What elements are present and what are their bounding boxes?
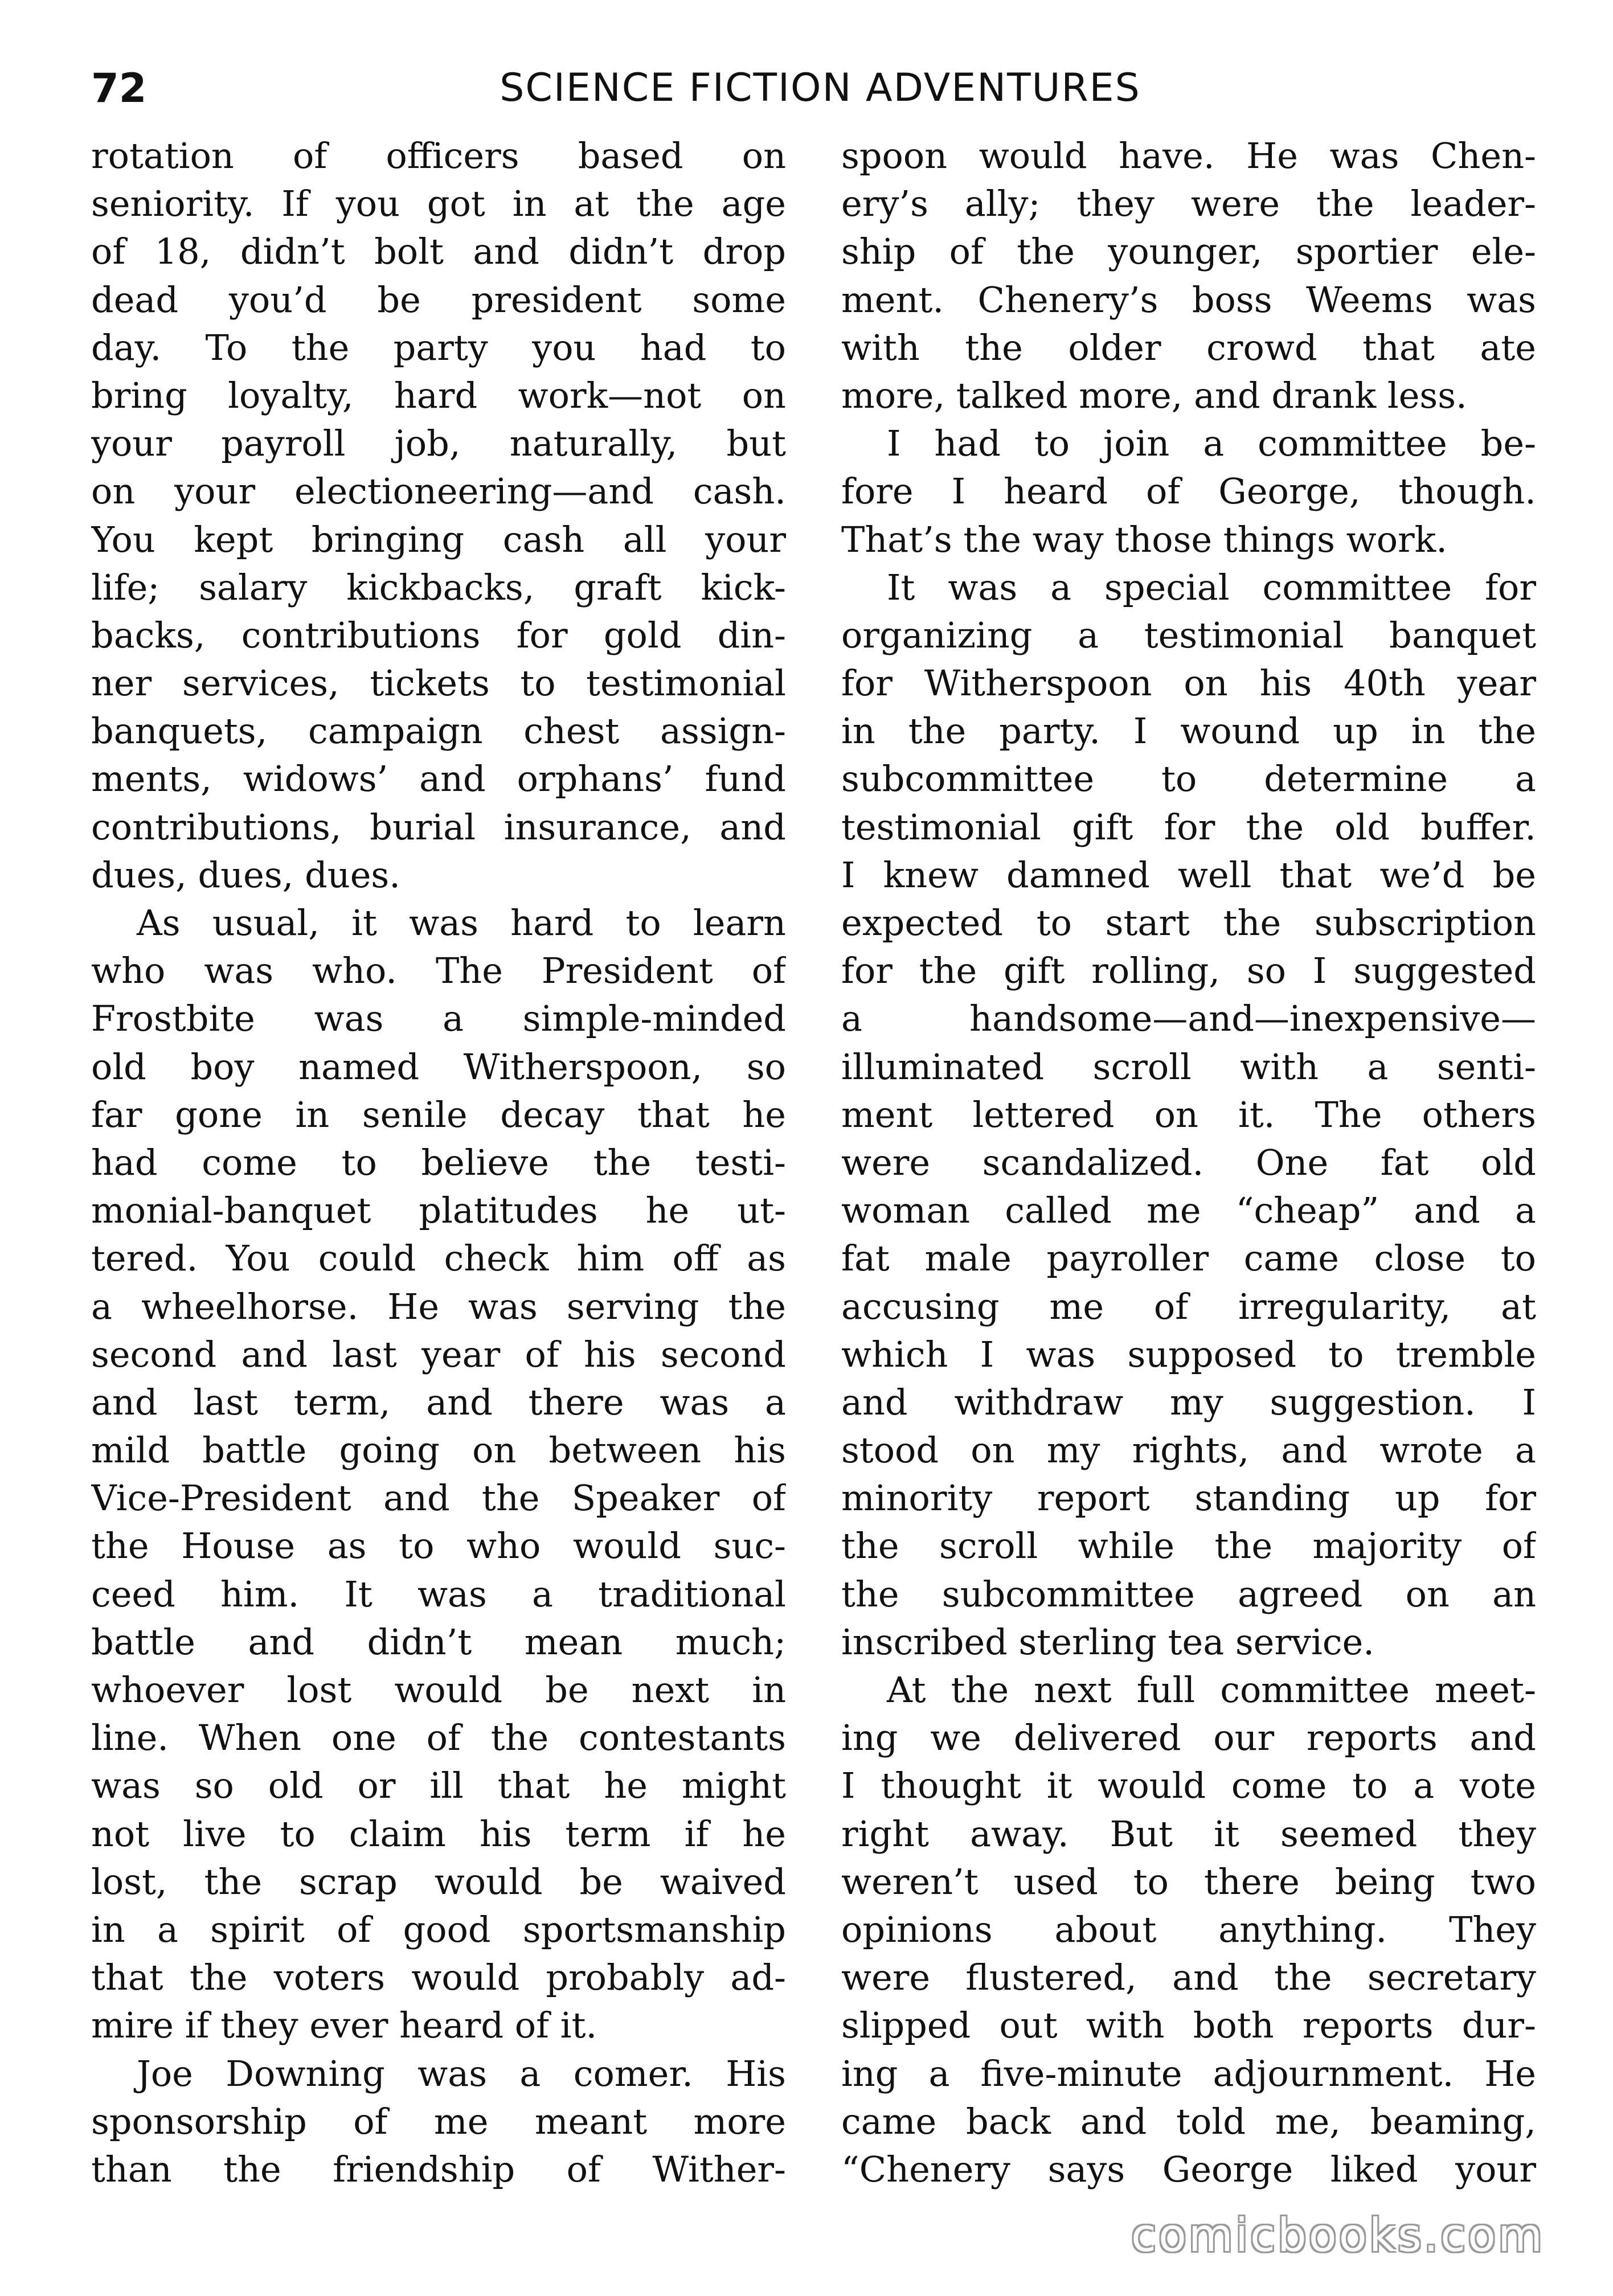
text-line: ment lettered on it. The others: [841, 1093, 1536, 1135]
text-line: seniority. If you got in at the age: [91, 183, 786, 225]
running-title: SCIENCE FICTION ADVENTURES: [500, 65, 1141, 110]
text-line: more, talked more, and drank less.: [841, 374, 1467, 416]
text-line: ments, widows’ and orphans’ fund: [91, 758, 786, 800]
text-line: fat male payroller came close to: [841, 1237, 1536, 1280]
text-line: ner services, tickets to testimonial: [91, 662, 786, 704]
text-line: fore I heard of George, though.: [841, 470, 1536, 512]
text-line: your payroll job, naturally, but: [91, 423, 786, 465]
text-line: for the gift rolling, so I suggested: [841, 950, 1536, 992]
text-line: and last term, and there was a: [91, 1381, 786, 1423]
text-line: ment. Chenery’s boss Weems was: [841, 278, 1536, 321]
text-line: were scandalized. One fat old: [841, 1141, 1536, 1183]
text-line: mild battle going on between his: [91, 1429, 786, 1471]
text-line: expected to start the subscription: [841, 902, 1536, 944]
text-line: not live to claim his term if he: [91, 1813, 786, 1855]
text-line: that the voters would probably ad-: [91, 1957, 786, 1999]
text-line: minority report standing up for: [841, 1477, 1536, 1519]
text-line: battle and didn’t mean much;: [91, 1621, 786, 1663]
text-line: spoon would have. He was Chen-: [841, 135, 1536, 177]
text-line: You kept bringing cash all your: [91, 518, 786, 560]
text-line: accusing me of irregularity, at: [841, 1285, 1536, 1327]
text-line: far gone in senile decay that he: [91, 1093, 786, 1135]
text-line: woman called me “cheap” and a: [841, 1190, 1536, 1232]
watermark: comicbooks.com: [1131, 2209, 1545, 2262]
text-line: had come to believe the testi-: [91, 1141, 786, 1183]
text-line: backs, contributions for gold din-: [91, 614, 786, 656]
text-line: ship of the younger, sportier ele-: [841, 231, 1536, 273]
text-line: for Witherspoon on his 40th year: [841, 662, 1536, 704]
text-line: opinions about anything. They: [841, 1908, 1536, 1950]
text-line: mire if they ever heard of it.: [91, 2004, 597, 2047]
text-line: tered. You could check him off as: [91, 1237, 786, 1280]
text-line: inscribed sterling tea service.: [841, 1621, 1374, 1663]
text-line: ceed him. It was a traditional: [91, 1573, 786, 1615]
left-text-column: [91, 132, 786, 2194]
text-line: monial-banquet platitudes he ut-: [91, 1190, 786, 1232]
text-line: lost, the scrap would be waived: [91, 1860, 786, 1903]
text-line: ing we delivered our reports and: [841, 1717, 1536, 1759]
text-line: sponsorship of me meant more: [91, 2100, 786, 2142]
text-line: the scroll while the majority of: [841, 1525, 1536, 1567]
text-line: As usual, it was hard to learn: [137, 902, 786, 944]
text-line: in the party. I wound up in the: [841, 710, 1536, 752]
text-line: bring loyalty, hard work—not on: [91, 374, 786, 416]
text-line: Frostbite was a simple-minded: [91, 998, 786, 1040]
text-line: contributions, burial insurance, and: [91, 806, 786, 848]
text-line: ery’s ally; they were the leader-: [841, 183, 1536, 225]
text-line: I thought it would come to a vote: [841, 1765, 1536, 1807]
text-line: the House as to who would suc-: [91, 1525, 786, 1567]
text-line: I had to join a committee be-: [887, 423, 1536, 465]
text-line: came back and told me, beaming,: [841, 2100, 1536, 2142]
text-line: It was a special committee for: [887, 566, 1536, 608]
text-line: who was who. The President of: [91, 950, 786, 992]
text-line: whoever lost would be next in: [91, 1669, 786, 1711]
text-line: banquets, campaign chest assign-: [91, 710, 786, 752]
text-line: That’s the way those things work.: [841, 518, 1447, 560]
right-text-column: [841, 132, 1536, 2194]
text-line: At the next full committee meet-: [887, 1669, 1536, 1711]
text-line: was so old or ill that he might: [91, 1765, 786, 1807]
text-line: testimonial gift for the old buffer.: [841, 806, 1536, 848]
text-line: weren’t used to there being two: [841, 1860, 1536, 1903]
text-line: were flustered, and the secretary: [841, 1957, 1536, 1999]
page-number: 72: [91, 65, 147, 112]
text-line: I knew damned well that we’d be: [841, 854, 1536, 896]
text-line: with the older crowd that ate: [841, 326, 1536, 368]
text-line: Joe Downing was a comer. His: [137, 2052, 786, 2094]
text-line: “Chenery says George liked your: [841, 2148, 1536, 2190]
text-line: right away. But it seemed they: [841, 1813, 1536, 1855]
text-line: a handsome—and—inexpensive—: [841, 998, 1536, 1040]
text-line: rotation of officers based on: [91, 135, 786, 177]
text-line: subcommittee to determine a: [841, 758, 1536, 800]
text-line: in a spirit of good sportsmanship: [91, 1908, 786, 1950]
text-line: stood on my rights, and wrote a: [841, 1429, 1536, 1471]
text-line: illuminated scroll with a senti-: [841, 1046, 1536, 1088]
text-line: the subcommittee agreed on an: [841, 1573, 1536, 1615]
text-line: and withdraw my suggestion. I: [841, 1381, 1536, 1423]
text-line: ing a five-minute adjournment. He: [841, 2052, 1536, 2094]
text-line: line. When one of the contestants: [91, 1717, 786, 1759]
text-line: a wheelhorse. He was serving the: [91, 1285, 786, 1327]
text-line: Vice-President and the Speaker of: [91, 1477, 786, 1519]
text-line: than the friendship of Wither-: [91, 2148, 786, 2190]
text-line: second and last year of his second: [91, 1333, 786, 1375]
text-line: old boy named Witherspoon, so: [91, 1046, 786, 1088]
text-line: dead you’d be president some: [91, 278, 786, 321]
text-line: slipped out with both reports dur-: [841, 2004, 1536, 2047]
text-line: life; salary kickbacks, graft kick-: [91, 566, 786, 608]
text-line: of 18, didn’t bolt and didn’t drop: [91, 231, 786, 273]
text-line: day. To the party you had to: [91, 326, 786, 368]
text-line: on your electioneering—and cash.: [91, 470, 786, 512]
text-line: dues, dues, dues.: [91, 854, 400, 896]
text-line: organizing a testimonial banquet: [841, 614, 1536, 656]
page-header: [91, 54, 1549, 122]
text-line: which I was supposed to tremble: [841, 1333, 1536, 1375]
